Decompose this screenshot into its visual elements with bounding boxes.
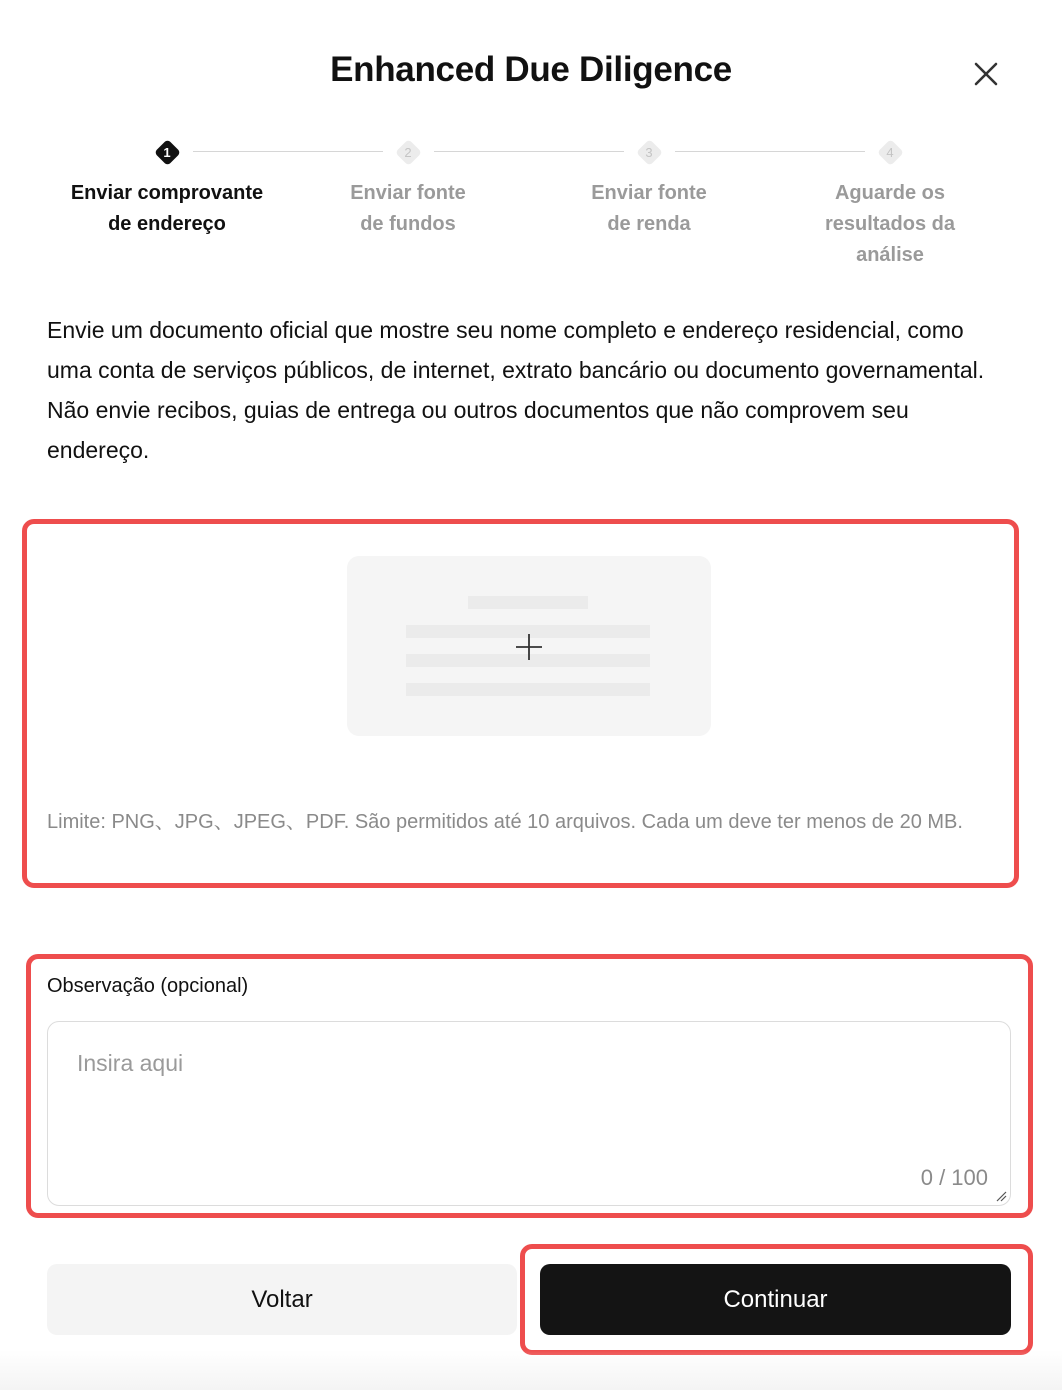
document-placeholder-line [468, 596, 588, 609]
upload-limit-text: Limite: PNG、JPG、JPEG、PDF. São permitidos até 10 arquivos. Cada um deve ter menos de 20 MB. [47, 811, 963, 833]
note-label: Observação (opcional) [47, 975, 249, 997]
step-1-indicator: 1 [154, 139, 180, 165]
close-button[interactable] [968, 56, 1004, 92]
bottom-fade [0, 1350, 1062, 1390]
close-icon [973, 61, 999, 87]
step-3-label: Enviar fonte de renda [591, 182, 707, 235]
note-textarea[interactable] [48, 1022, 1010, 1205]
step-4-label: Aguarde os resultados da análise [824, 182, 956, 266]
upload-dropzone[interactable] [347, 556, 711, 736]
document-placeholder-line [406, 683, 650, 696]
note-field-wrapper [47, 1021, 1011, 1206]
plus-icon [514, 632, 544, 662]
step-2-indicator: 2 [395, 139, 421, 165]
character-counter: 0 / 100 [920, 1165, 988, 1190]
step-2-label: Enviar fonte de fundos [350, 182, 466, 235]
step-4 [780, 138, 1000, 271]
step-3 [539, 138, 759, 240]
modal-title: Enhanced Due Diligence [330, 50, 732, 89]
resize-handle-icon[interactable] [995, 1190, 1007, 1202]
step-1-label: Enviar comprovante de endereço [70, 182, 264, 235]
progress-stepper [47, 138, 1010, 278]
back-button[interactable]: Voltar [47, 1264, 517, 1335]
step-1 [57, 138, 277, 240]
step-4-indicator: 4 [877, 139, 903, 165]
step-2 [298, 138, 518, 240]
continue-button[interactable]: Continuar [540, 1264, 1011, 1335]
step-3-indicator: 3 [636, 139, 662, 165]
instructions-text: Envie um documento oficial que mostre seu nome completo e endereço residencial, como uma conta de serviços públicos, de internet, extrato bancário ou documento governamental. Não envie recibos, guias de entrega ou outros documentos que não comprovem seu endereço. [47, 317, 985, 463]
